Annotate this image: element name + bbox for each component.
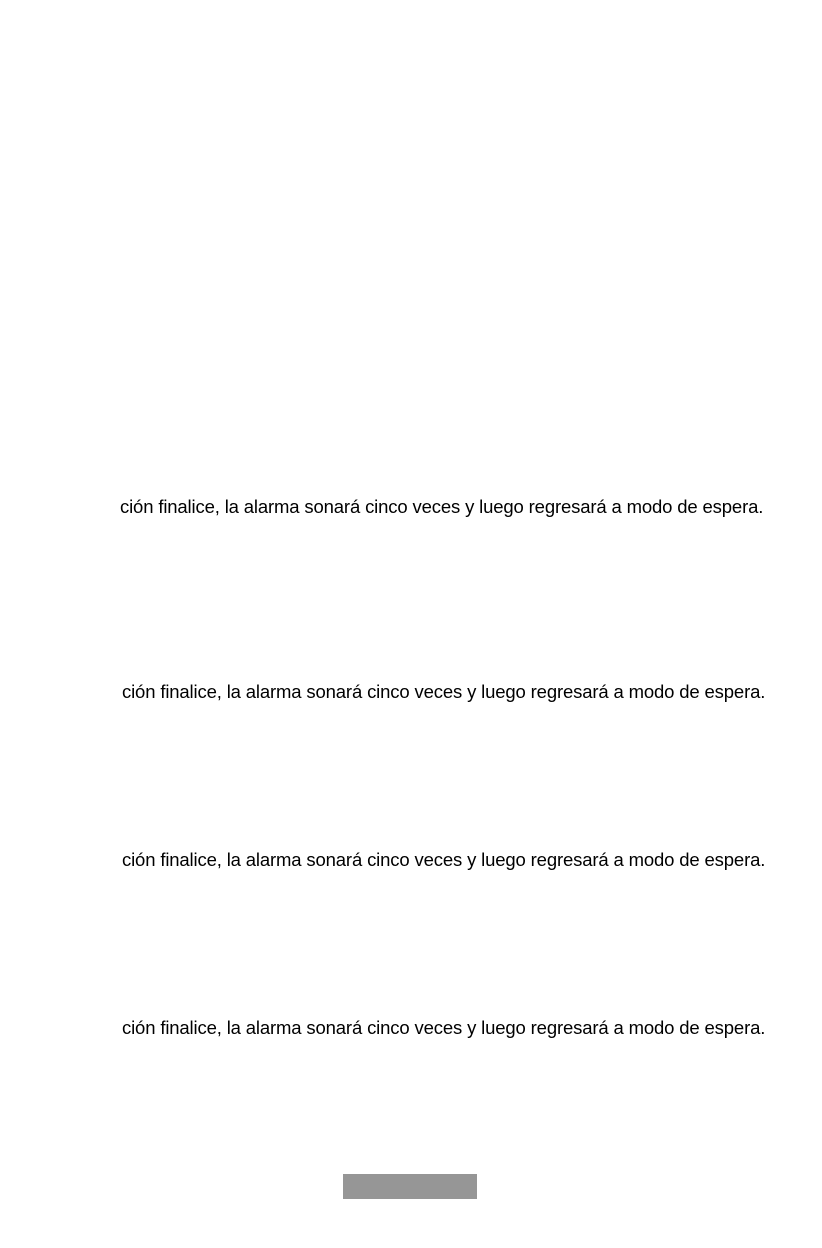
text-line: ción finalice, la alarma sonará cinco veces y luego regresará a modo de espera.: [120, 496, 764, 517]
footer-bar: [343, 1174, 477, 1199]
text-line: ción finalice, la alarma sonará cinco veces y luego regresará a modo de espera.: [122, 681, 766, 702]
text-line: ción finalice, la alarma sonará cinco veces y luego regresará a modo de espera.: [122, 849, 766, 870]
text-line: ción finalice, la alarma sonará cinco veces y luego regresará a modo de espera.: [122, 1017, 766, 1038]
